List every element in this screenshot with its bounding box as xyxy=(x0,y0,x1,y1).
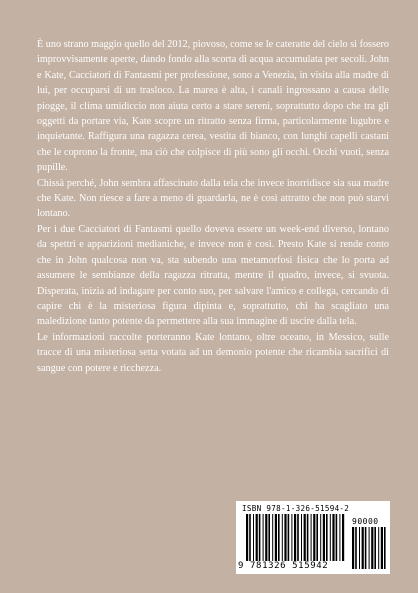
blurb-paragraph-4: Le informazioni raccolte porteranno Kate lontano, oltre oceano, in Messico, sulle tracce di una misteriosa setta votata ad un demonio potente che ricambia sacrifici di sangue con potere e ricchezza. xyxy=(37,331,389,374)
price-addon-label: 90000 xyxy=(352,517,379,526)
back-cover-blurb xyxy=(37,37,389,376)
isbn-barcode-box xyxy=(236,501,390,574)
blurb-paragraph-1: È uno strano maggio quello del 2012, piovoso, come se le cateratte del cielo si fossero improvvisamente aperte, dando fondo alla scorta di acqua accumulata per secoli. John e Kate, Cacciatori di Fantasmi per professione, sono a Venezia, in visita alla madre di lui, per occuparsi di un trasloco. La marea è alta, i canali ingrossano a causa delle piogge, il clima umidiccio non aiuta certo a stare sereni, soprattutto dopo che tra gli oggetti da portare via, Kate scopre un ritratto senza firma, particolarmente lugubre e inquietante. Raffigura una ragazza cerea, vestita di bianco, con lunghi capelli castani che le coprono la fronte, ma ciò che colpisce di più sono gli occhi. Occhi vuoti, senza pupille. xyxy=(37,39,389,174)
barcode-digits: 9 781326 515942 xyxy=(238,561,329,571)
blurb-paragraph-2: Chissà perché, John sembra affascinato dalla tela che invece inorridisce sia sua madre che Kate. Non riesce a fare a meno di guardarla, ne è così attratto che non può starvi lontano. xyxy=(37,177,389,220)
isbn-label: ISBN 978-1-326-51594-2 xyxy=(242,504,350,513)
blurb-paragraph-3: Per i due Cacciatori di Fantasmi quello doveva essere un week-end diverso, lontano da spettri e apparizioni medianiche, e invece non è così. Presto Kate si rende conto che in John qualcosa non va, sta subendo una metamorfosi fisica che lo porta ad assumere le sembianze della ragazza ritratta, mentre il quadro, invece, si svuota. Disperata, inizia ad indagare per conto suo, per salvare l'amico e collega, cercando di capire chi è la misteriosa figura dipinta e, soprattutto, chi ha scagliato una maledizione tanto potente da permettere alla sua immagine di uscire dalla tela. xyxy=(37,223,389,328)
